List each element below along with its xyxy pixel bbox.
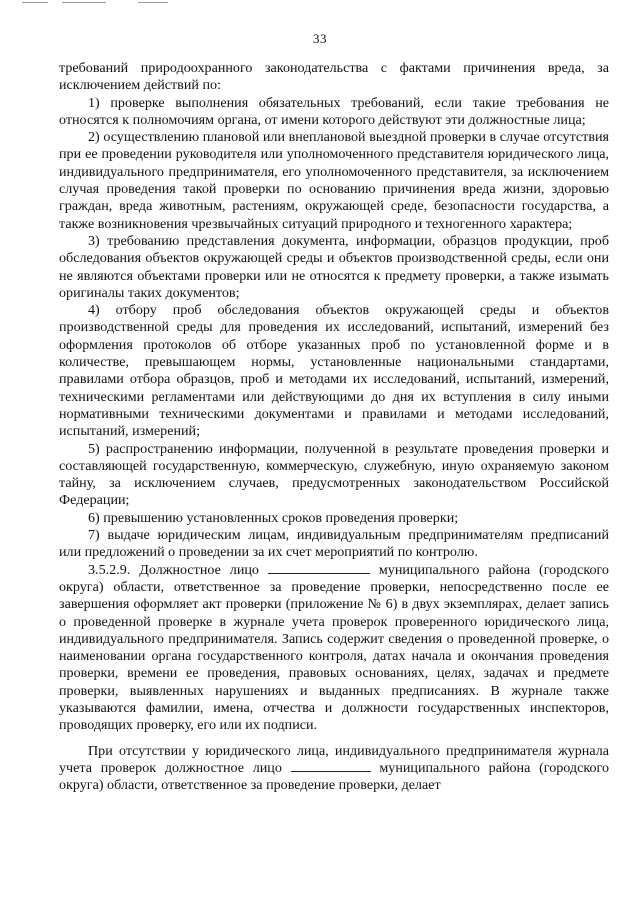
blank-field (268, 562, 370, 574)
paragraph-journal (59, 743, 609, 795)
list-item-7: 7) выдаче юридическим лицам, индивидуальным предпринимателям предписаний или предложений о проведении за их счет мероприятий по контролю. (59, 527, 609, 561)
list-item-5: 5) распространению информации, полученной в результате проведения проверки и составляющей государственную, коммерческую, служебную, иную охраняемую законом тайну, за исключением случаев, предусмотренных законодательством Российской Федерации; (59, 440, 609, 509)
clause-text-rest: муниципального района (городского округа) области, ответственное за проведение проверки, непосредственно после ее завершения оформляет акт проверки (приложение № 6) в двух экземплярах, делает запись о проведенной проверке в журнале учета проверок проверенного юридического лица, индивидуального предпринимателя. Запись содержит сведения о проведенной проверке, о наименовании органа государственного контроля, датах начала и окончания проведения проверки, времени ее проведения, правовых основаниях, целях, задачах и предмете проверки, выявленных нарушениях и выданных предписаниях. В журнале также указываются фамилии, имена, отчества и должности государственных инспекторов, проводящих проверку, его или их подписи. (59, 561, 609, 734)
scan-artifact (138, 2, 168, 3)
blank-field (291, 760, 371, 772)
list-item-1: 1) проверке выполнения обязательных требований, если такие требования не относятся к полномочиям органа, от имени которого действуют эти должностные лица; (59, 94, 609, 128)
scan-artifact (22, 2, 48, 3)
paragraph-text-rest: муниципального района (городского округа) области, ответственное за проведение проверки, делает (59, 759, 610, 794)
paragraph-continuation: требований природоохранного законодательства с фактами причинения вреда, за исключением действий по: (59, 60, 609, 94)
list-item-3: 3) требованию представления документа, информации, образцов продукции, проб обследования объектов окружающей среды и объектов производственной среды, если они не являются объектами проверки или не относятся к предмету проверки, а также изымать оригиналы таких документов; (59, 232, 609, 301)
page-number: 33 (313, 31, 327, 46)
list-item-4: 4) отбору проб обследования объектов окружающей среды и объектов производственной среды для проведения их исследований, испытаний, измерений без оформления протоколов об отборе указанных проб по установленной форме и в количестве, превышающем нормы, установленные национальными стандартами, правилами отбора образцов, проб и методами их исследований, испытаний, измерений, техническими регламентами или действующими до дня их вступления в силу иными нормативными техническими документами и правилами и методами исследований, испытаний, измерений; (59, 302, 609, 440)
clause-text-start: 3.5.2.9. Должностное лицо (88, 561, 259, 578)
clause-3-5-2-9 (59, 562, 609, 735)
scan-artifact (62, 2, 106, 3)
paragraph-text-start: При отсутствии у юридического лица, индивидуального предпринимателя журнала учета проверок должностное лицо (59, 742, 609, 776)
document-body (59, 60, 609, 794)
list-item-6: 6) превышению установленных сроков проведения проверки; (88, 509, 459, 526)
list-item-2: 2) осуществлению плановой или внеплановой выездной проверки в случае отсутствия при ее проведении руководителя или уполномоченного представителя юридического лица, индивидуального предпринимателя, его уполномоченного представителя, за исключением случая проведения такой проверки по основанию причинения вреда жизни, здоровью граждан, вреда животным, растениям, окружающей среде, безопасности государства, а также возникновения чрезвычайных ситуаций природного и техногенного характера; (59, 129, 609, 232)
